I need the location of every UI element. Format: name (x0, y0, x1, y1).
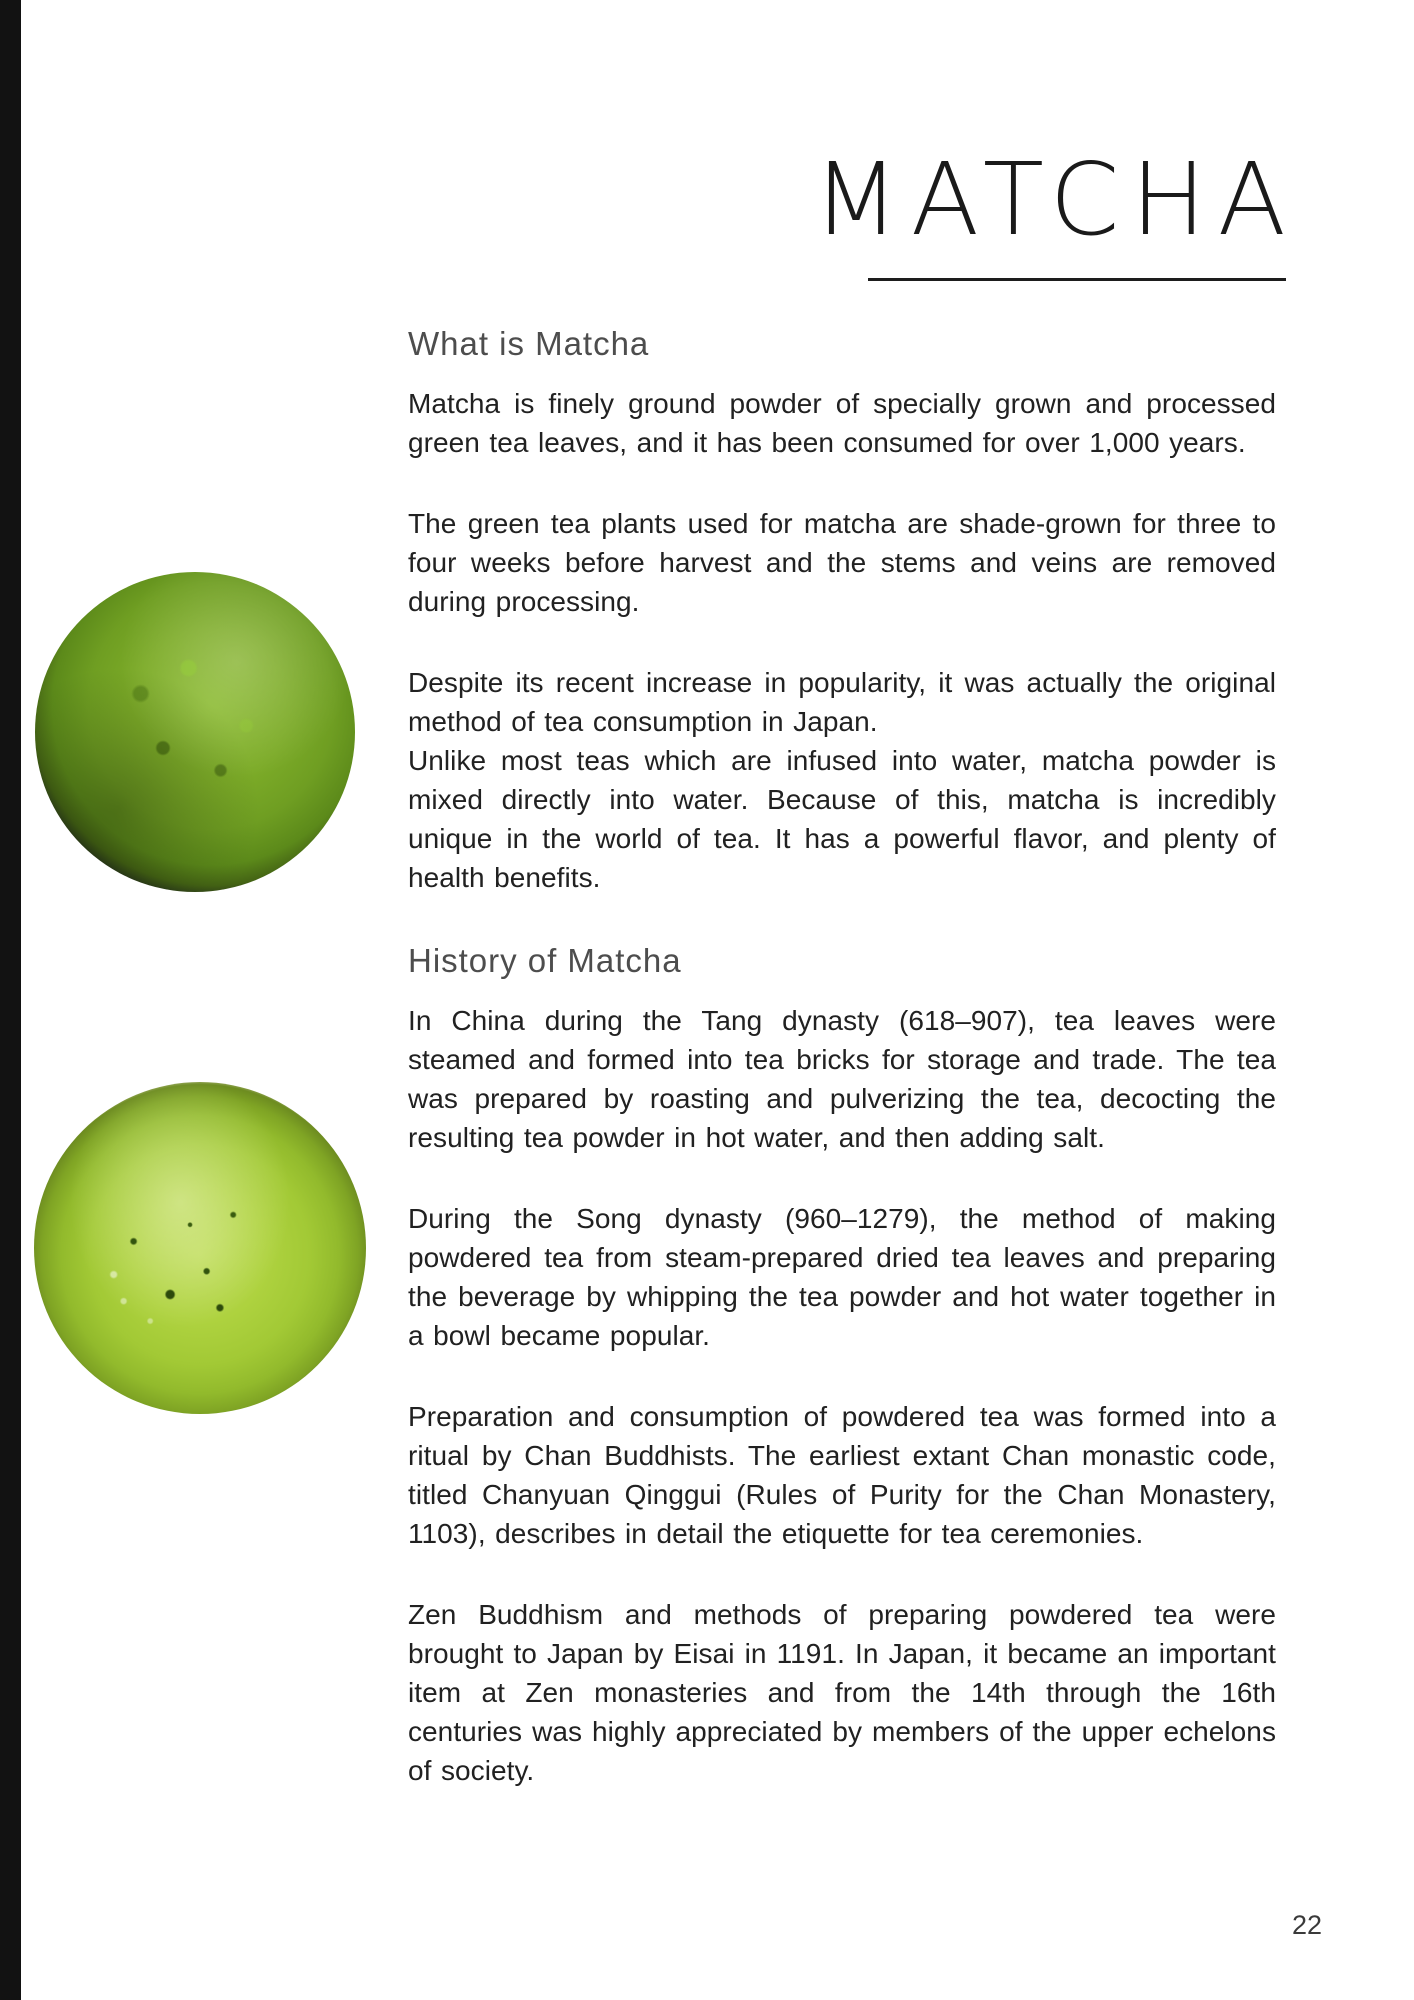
matcha-powder-texture (35, 572, 355, 892)
paragraph-chan-buddhists: Preparation and consumption of powdered tea was formed into a ritual by Chan Buddhists. The earliest extant Chan monastic code, titled Chanyuan Qinggui (Rules of Purity for the Chan Monastery, 1103), describes in detail the etiquette for tea ceremonies. (408, 1401, 1276, 1549)
matcha-tea-foam-speckles (34, 1082, 366, 1414)
section-what-is-matcha (408, 324, 1276, 897)
page-number: 22 (1292, 1910, 1323, 1940)
left-edge-bar (0, 0, 21, 2000)
paragraph-shade-grown: The green tea plants used for matcha are shade-grown for three to four weeks before harvest and the stems and veins are removed during processing. (408, 508, 1276, 617)
section-heading-what-is-matcha: What is Matcha (408, 325, 650, 362)
paragraph-zen-buddhism: Zen Buddhism and methods of preparing powdered tea were brought to Japan by Eisai in 1191. In Japan, it became an important item at Zen monasteries and from the 14th through the 16th centuries was highly appreciated by members of the upper echelons of society. (408, 1599, 1276, 1786)
title-underline (868, 278, 1286, 281)
article-body (408, 324, 1276, 1832)
section-history-of-matcha (408, 941, 1276, 1790)
paragraph-song-dynasty: During the Song dynasty (960–1279), the method of making powdered tea from steam-prepared dried tea leaves and preparing the beverage by whipping the tea powder and hot water together in a bowl became popular. (408, 1203, 1276, 1351)
paragraph-popularity: Despite its recent increase in popularity, it was actually the original method of tea consumption in Japan. (408, 667, 1276, 737)
masthead (812, 141, 1298, 281)
matcha-tea-bowl-photo (34, 1082, 366, 1414)
page-title: MATCHA (812, 141, 1298, 258)
paragraph-tang-dynasty: In China during the Tang dynasty (618–907), tea leaves were steamed and formed into tea bricks for storage and trade. The tea was prepared by roasting and pulverizing the tea, decocting the resulting tea powder in hot water, and then adding salt. (408, 1005, 1276, 1153)
paragraph-matcha-definition: Matcha is finely ground powder of specially grown and processed green tea leaves, and it has been consumed for over 1,000 years. (408, 388, 1276, 458)
matcha-powder-bowl-photo (35, 572, 355, 892)
section-heading-history-of-matcha: History of Matcha (408, 942, 682, 979)
paragraph-unlike-most-teas: Unlike most teas which are infused into water, matcha powder is mixed directly into water. Because of this, matcha is incredibly unique in the world of tea. It has a powerful flavor, and plenty of health benefits. (408, 745, 1276, 893)
